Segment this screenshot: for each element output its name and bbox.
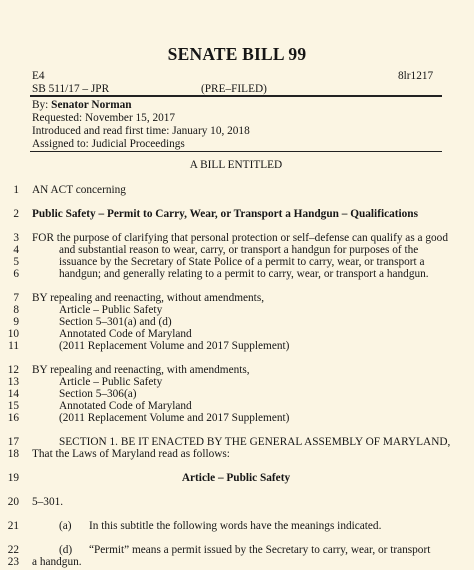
sponsor-line <box>32 98 132 112</box>
line-number: 16 <box>7 412 19 424</box>
line-number: 4 <box>13 244 19 256</box>
line-number: 7 <box>13 292 19 304</box>
subsection-marker: (d) <box>59 544 73 556</box>
bill-title: SENATE BILL 99 <box>167 44 307 64</box>
sponsor-name: Senator Norman <box>51 99 132 111</box>
subsection-text: In this subtitle the following words have the meanings indicated. <box>89 520 382 532</box>
subject-code: E4 <box>32 70 45 82</box>
code-reference: Annotated Code of Maryland <box>59 400 192 412</box>
line-number: 6 <box>13 268 19 280</box>
line-number: 1 <box>13 184 19 196</box>
line-number: 9 <box>13 316 19 328</box>
line-number: 5 <box>13 256 19 268</box>
purpose-line: issuance by the Secretary of State Police of a permit to carry, wear, or transport a <box>59 256 425 268</box>
introduced-date: Introduced and read first time: January 10, 2018 <box>32 125 250 137</box>
volume-reference: (2011 Replacement Volume and 2017 Supplement) <box>59 340 290 352</box>
section-reference: Section 5–301(a) and (d) <box>59 316 172 328</box>
line-number: 11 <box>8 340 19 352</box>
subsection-text: “Permit” means a permit issued by the Secretary to carry, wear, or transport <box>89 544 431 556</box>
purpose-line: FOR the purpose of clarifying that personal protection or self–defense can qualify as a good <box>32 232 448 244</box>
drafting-number: 8lr1217 <box>398 70 434 82</box>
section-reference: Section 5–306(a) <box>59 388 137 400</box>
repeal-with-amendments: BY repealing and reenacting, with amendments, <box>32 364 250 376</box>
committee-assignment: Assigned to: Judicial Proceedings <box>32 138 185 150</box>
line-number: 19 <box>7 472 19 484</box>
line-number: 14 <box>7 388 19 400</box>
line-number: 18 <box>7 448 19 460</box>
by-label: By: <box>32 99 49 111</box>
line-number: 13 <box>7 376 19 388</box>
repeal-without-amendments: BY repealing and reenacting, without amendments, <box>32 292 265 304</box>
volume-reference: (2011 Replacement Volume and 2017 Supplement) <box>59 412 290 424</box>
purpose-line: handgun; and generally relating to a permit to carry, wear, or transport a handgun. <box>59 268 429 280</box>
line-number: 12 <box>7 364 19 376</box>
purpose-line: and substantial reason to wear, carry, or transport a handgun for purposes of the <box>59 244 419 256</box>
code-reference: Annotated Code of Maryland <box>59 328 192 340</box>
line-number: 15 <box>7 400 19 412</box>
line-number: 22 <box>7 544 19 556</box>
line-number: 21 <box>7 520 19 532</box>
act-concerning: AN ACT concerning <box>32 184 126 196</box>
line-number: 3 <box>13 232 19 244</box>
line-number: 17 <box>7 436 19 448</box>
line-number: 10 <box>7 328 19 340</box>
article-heading: Article – Public Safety <box>181 472 291 484</box>
enacting-clause: SECTION 1. BE IT ENACTED BY THE GENERAL ASSEMBLY OF MARYLAND, <box>59 436 451 448</box>
subsection-marker: (a) <box>59 520 72 532</box>
bill-entitled-heading: A BILL ENTITLED <box>189 159 283 171</box>
section-number: 5–301. <box>32 496 64 508</box>
article-reference: Article – Public Safety <box>59 304 163 316</box>
line-number: 20 <box>7 496 19 508</box>
line-number: 8 <box>13 304 19 316</box>
line-number: 23 <box>7 556 19 568</box>
sponsor-divider <box>30 151 442 152</box>
requested-date: Requested: November 15, 2017 <box>32 112 176 124</box>
enacting-clause-continued: That the Laws of Maryland read as follows: <box>32 448 230 460</box>
prior-bill-reference: SB 511/17 – JPR <box>32 83 110 95</box>
article-reference: Article – Public Safety <box>59 376 163 388</box>
header-divider <box>30 95 442 97</box>
line-number: 2 <box>13 208 19 220</box>
bill-subject-title: Public Safety – Permit to Carry, Wear, or Transport a Handgun – Qualifications <box>32 208 418 220</box>
prefiled-label: (PRE–FILED) <box>201 83 267 95</box>
subsection-text-continued: a handgun. <box>32 556 82 568</box>
